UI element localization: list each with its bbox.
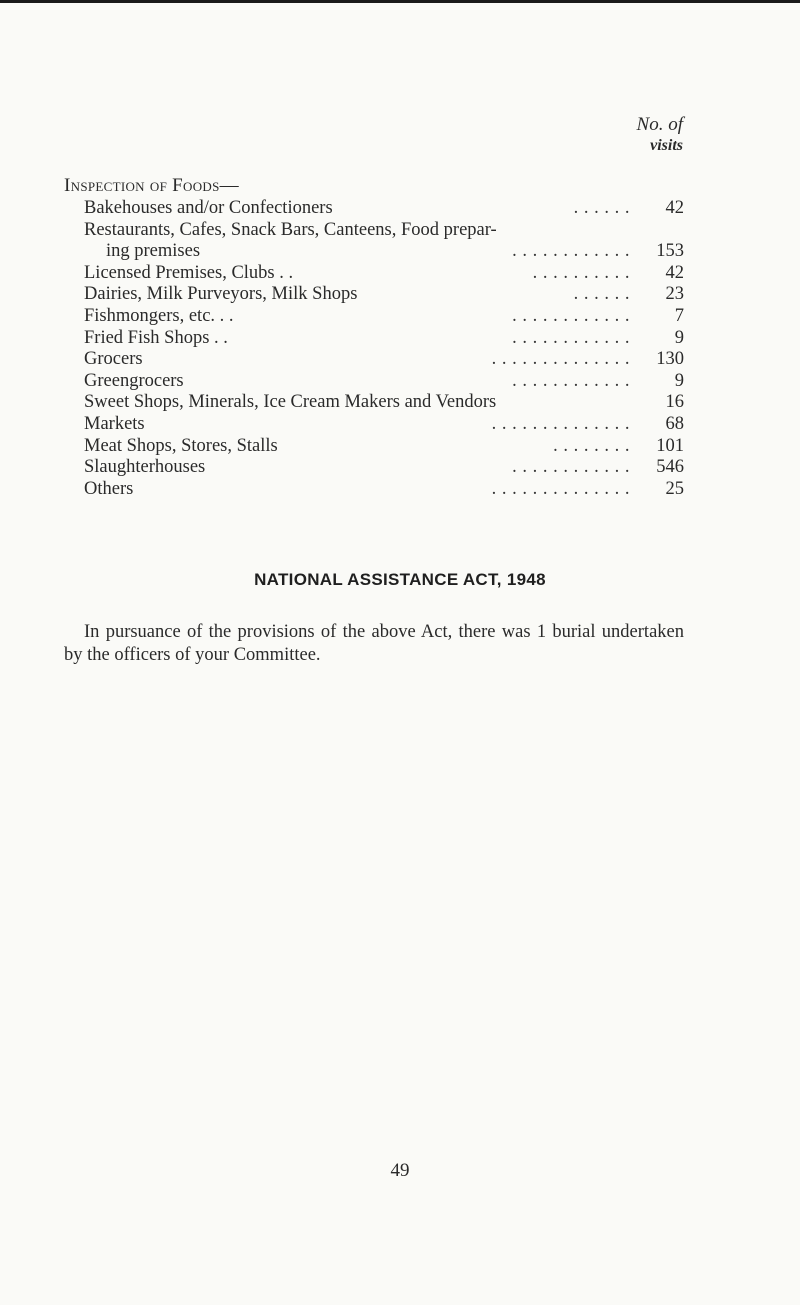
item-label: Greengrocers xyxy=(84,370,184,391)
item-label: Sweet Shops, Minerals, Ice Cream Makers and Vendors xyxy=(84,392,497,413)
item-value: 9 xyxy=(674,327,684,348)
item-label: Grocers xyxy=(84,349,143,370)
item-label: Fishmongers, etc. . . xyxy=(84,305,234,326)
dot-leaders: . . . . . . . . . . . . xyxy=(512,241,630,262)
item-value: 7 xyxy=(674,305,684,326)
list-item xyxy=(84,198,684,220)
item-label: Restaurants, Cafes, Snack Bars, Canteens, Food prepar- xyxy=(84,219,497,240)
list-item xyxy=(84,371,684,393)
item-value: 153 xyxy=(656,241,684,262)
dot-leaders: . . . . . . . . . . . . . . xyxy=(491,349,630,370)
item-value: 42 xyxy=(665,262,684,283)
dot-leaders: . . . . . . . . . . . . xyxy=(512,457,630,478)
item-value: 16 xyxy=(665,392,684,413)
list-item xyxy=(84,306,684,328)
item-value: 23 xyxy=(665,284,684,305)
column-header-line2: visits xyxy=(650,137,683,154)
item-label: Dairies, Milk Purveyors, Milk Shops xyxy=(84,284,358,305)
dot-leaders: . . . . . . . . . . . . . . xyxy=(491,413,630,434)
list-item xyxy=(84,457,684,479)
item-label: Bakehouses and/or Confectioners xyxy=(84,198,333,218)
dot-leaders: . . . . . . xyxy=(573,198,630,218)
section-title: Inspection of Foods— xyxy=(64,175,239,196)
dot-leaders: . . . . . . . . . . . . xyxy=(512,370,630,391)
dot-leaders: . . . . . . . . xyxy=(553,435,630,456)
top-rule xyxy=(0,0,800,3)
column-header-line1: No. of xyxy=(636,114,683,135)
list-item xyxy=(84,328,684,350)
list-item xyxy=(84,392,684,414)
item-label: Meat Shops, Stores, Stalls xyxy=(84,435,278,456)
item-value: 9 xyxy=(674,370,684,391)
item-label: Licensed Premises, Clubs . . xyxy=(84,262,294,283)
dot-leaders: . . . . . . . . . . . . xyxy=(512,305,630,326)
list-item xyxy=(84,479,684,501)
item-value: 25 xyxy=(665,478,684,499)
item-value: 546 xyxy=(656,457,684,478)
act-heading: NATIONAL ASSISTANCE ACT, 1948 xyxy=(254,570,546,589)
list-item xyxy=(84,284,684,306)
item-value: 101 xyxy=(656,435,684,456)
list-item xyxy=(84,263,684,285)
item-label: Others xyxy=(84,478,134,499)
inspection-list xyxy=(84,198,684,500)
item-value: 130 xyxy=(656,349,684,370)
dot-leaders: . . . . . . . . . . . . xyxy=(512,327,630,348)
list-item xyxy=(84,220,684,242)
page-number: 49 xyxy=(390,1160,410,1181)
dot-leaders: . . . . . . . . . . . . . . xyxy=(491,478,630,499)
act-paragraph: In pursuance of the provisions of the above Act, there was 1 burial undertaken by the officers of your Committee. xyxy=(64,621,684,665)
item-label: Markets xyxy=(84,413,145,434)
list-item xyxy=(84,349,684,371)
list-item xyxy=(84,436,684,458)
column-header xyxy=(637,114,683,156)
item-label: ing premises xyxy=(106,241,201,262)
list-item xyxy=(84,414,684,436)
item-value: 68 xyxy=(665,413,684,434)
dot-leaders: . . . . . . xyxy=(573,284,630,305)
item-label: Slaughterhouses xyxy=(84,457,206,478)
list-item xyxy=(84,241,684,263)
item-label: Fried Fish Shops . . xyxy=(84,327,228,348)
item-value: 42 xyxy=(665,198,684,218)
dot-leaders: . . . . . . . . . . xyxy=(532,262,630,283)
